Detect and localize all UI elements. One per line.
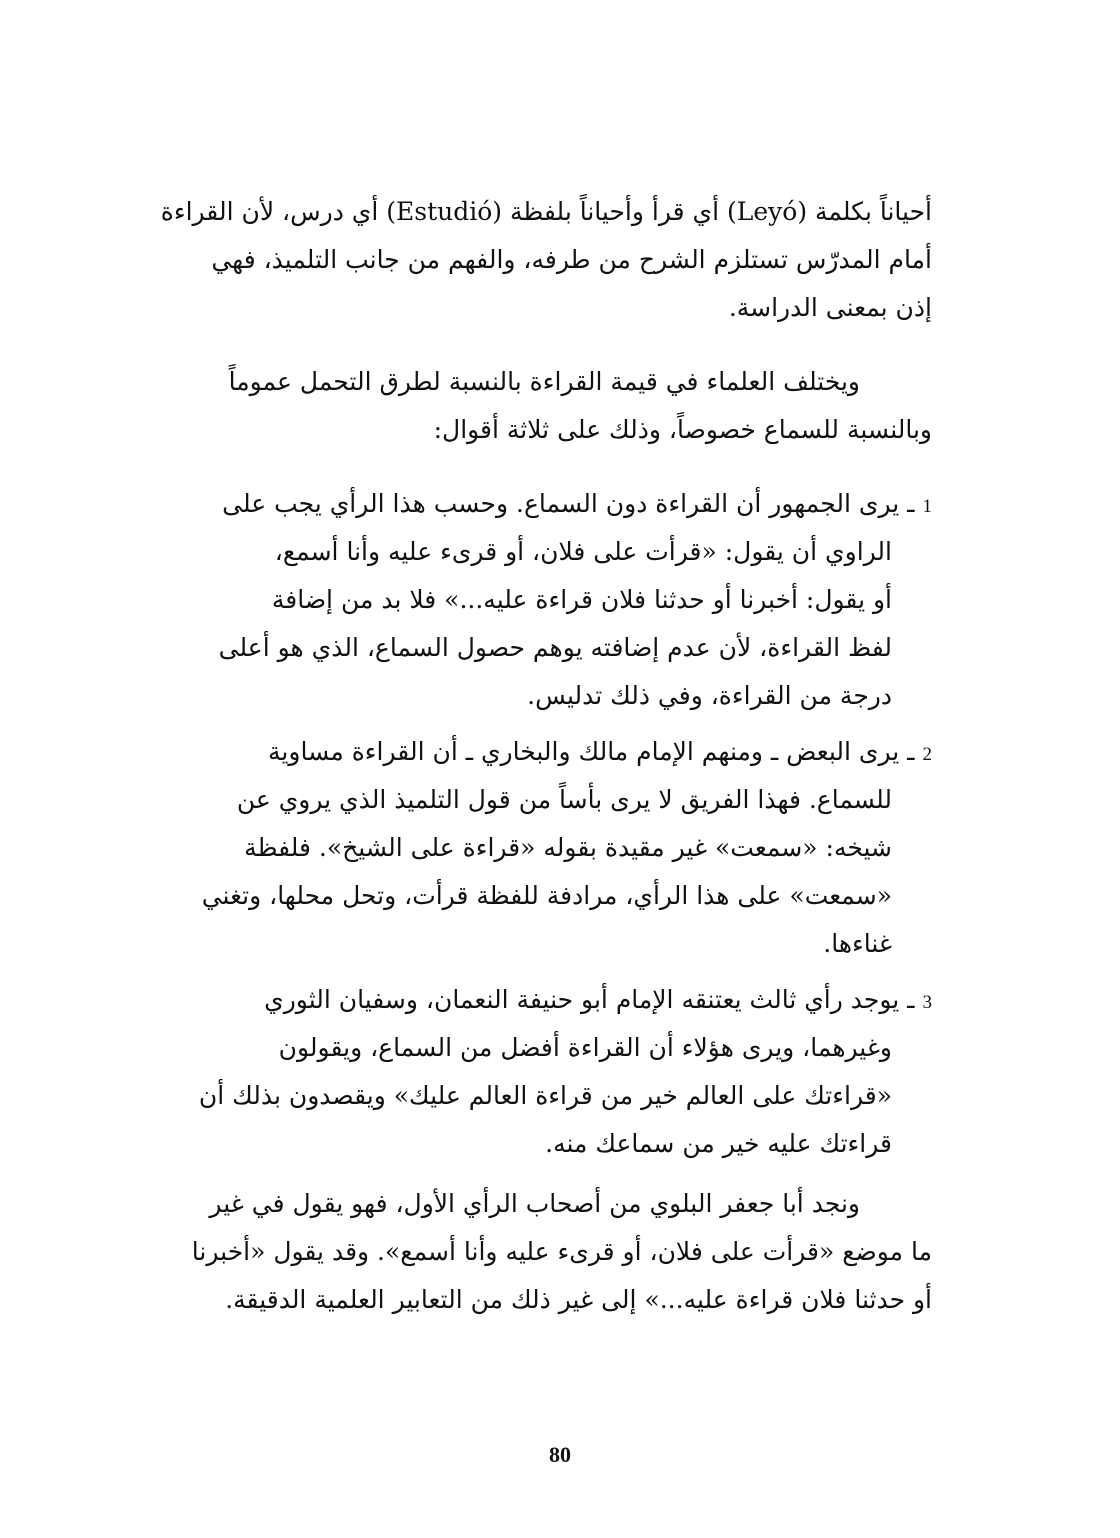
text-line: أمام المدرّس تستلزم الشرح من طرفه، والفهم من جانب التلميذ، فهي <box>211 245 932 274</box>
paragraph-1 <box>160 188 932 332</box>
list-item-number: 1 <box>922 496 932 517</box>
list-item-text: ـ يوجد رأي ثالث يعتنقه الإمام أبو حنيفة النعمان، وسفيان الثوري <box>264 985 915 1014</box>
text-line: «سمعت» على هذا الرأي، مرادفة للفظة قرأت، وتحل محلها، وتغني <box>201 881 892 910</box>
text-line: الراوي أن يقول: «قرأت على فلان، أو قرىء عليه وأنا أسمع، <box>274 537 892 566</box>
text-line: ويختلف العلماء في قيمة القراءة بالنسبة لطرق التحمل عموماً <box>228 367 860 396</box>
paragraph-2 <box>196 358 932 454</box>
text-line: للسماع. فهذا الفريق لا يرى بأساً من قول التلميذ الذي يروي عن <box>236 785 892 814</box>
text-line: وبالنسبة للسماع خصوصاً، وذلك على ثلاثة أقوال: <box>433 415 932 444</box>
list-item-text: ـ يرى البعض ـ ومنهم الإمام مالك والبخاري ـ أن القراءة مساوية <box>268 737 915 766</box>
text-line: ونجد أبا جعفر البلوي من أصحاب الرأي الأول، فهو يقول في غير <box>209 1189 860 1218</box>
text-line <box>196 728 932 776</box>
text-line: أو يقول: أخبرنا أو حدثنا فلان قراءة عليه...» فلا بد من إضافة <box>271 585 892 614</box>
list-item-3 <box>196 976 932 1168</box>
text-line <box>196 480 932 528</box>
text-line: درجة من القراءة، وفي ذلك تدليس. <box>527 681 892 710</box>
list-item-number: 3 <box>922 992 932 1013</box>
list-item-text: ـ يرى الجمهور أن القراءة دون السماع. وحسب هذا الرأي يجب على <box>222 489 915 518</box>
list-item-1 <box>196 480 932 720</box>
list-item-number: 2 <box>922 744 932 765</box>
text-line: وغيرهما، ويرى هؤلاء أن القراءة أفضل من السماع، ويقولون <box>278 1033 892 1062</box>
paragraph-3 <box>191 1180 932 1324</box>
text-line: ما موضع «قرأت على فلان، أو قرىء عليه وأنا أسمع». وقد يقول «أخبرنا <box>191 1237 932 1266</box>
text-line: غناءها. <box>823 929 892 958</box>
text-line: شيخه: «سمعت» غير مقيدة بقوله «قراءة على الشيخ». فلفظة <box>244 833 892 862</box>
page-number: 80 <box>549 1442 571 1467</box>
text-line: قراءتك عليه خير من سماعك منه. <box>545 1129 892 1158</box>
text-line: «قراءتك على العالم خير من قراءة العالم عليك» ويقصدون بذلك أن <box>198 1081 892 1110</box>
list-item-2 <box>196 728 932 968</box>
text-line: إذن بمعنى الدراسة. <box>728 293 932 322</box>
text-line: لفظ القراءة، لأن عدم إضافته يوهم حصول السماع، الذي هو أعلى <box>218 633 892 662</box>
text-line: أو حدثنا فلان قراءة عليه...» إلى غير ذلك من التعابير العلمية الدقيقة. <box>225 1285 932 1314</box>
text-line <box>196 976 932 1024</box>
text-line: أحياناً بكلمة (Leyó) أي قرأ وأحياناً بلفظة (Estudió) أي درس، لأن القراءة <box>160 197 932 226</box>
